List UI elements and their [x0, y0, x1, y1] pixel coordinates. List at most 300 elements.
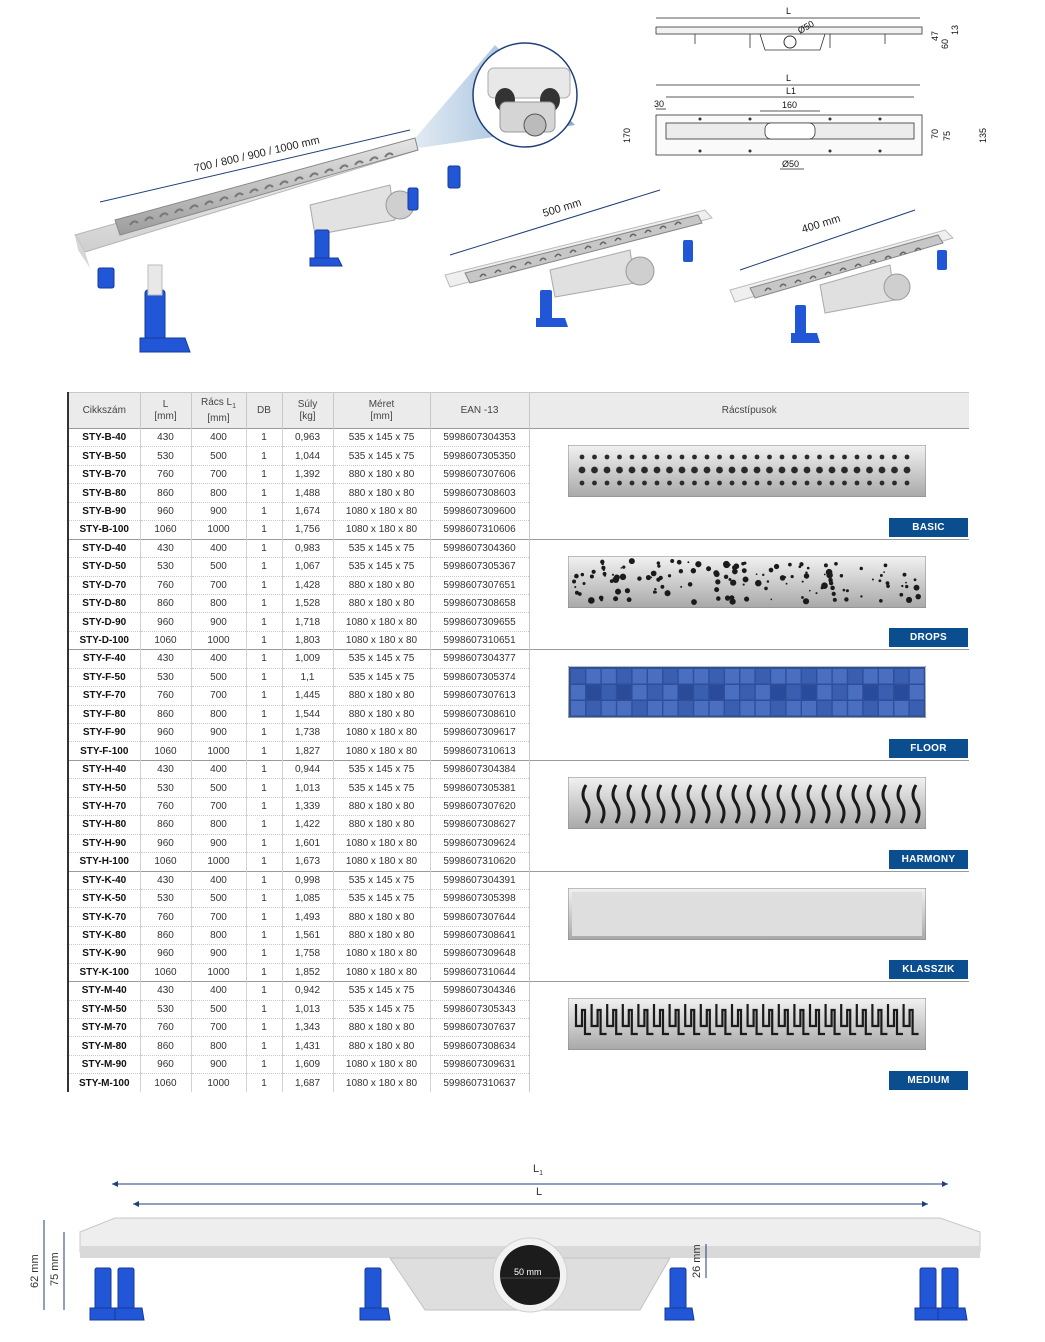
db-cell: 1: [246, 613, 282, 631]
meret-cell: 1080 x 180 x 80: [333, 963, 430, 981]
header-code: Cikkszám: [68, 393, 140, 429]
grate-medium-image: [568, 998, 926, 1050]
db-cell: 1: [246, 889, 282, 907]
code-cell: STY-F-90: [68, 724, 140, 742]
L-cell: 960: [140, 1055, 191, 1073]
meret-cell: 535 x 145 x 75: [333, 429, 430, 447]
meret-cell: 880 x 180 x 80: [333, 926, 430, 944]
db-cell: 1: [246, 779, 282, 797]
suly-cell: 1,758: [282, 945, 333, 963]
db-cell: 1: [246, 945, 282, 963]
ean-cell: 5998607307613: [430, 687, 529, 705]
racs-cell: 1000: [191, 853, 246, 871]
grate-badge: HARMONY: [889, 850, 968, 869]
h75-label-bottom: 75 mm: [49, 1252, 61, 1286]
L-cell: 430: [140, 760, 191, 778]
suly-cell: 1,1: [282, 668, 333, 686]
ean-cell: 5998607305398: [430, 889, 529, 907]
ean-cell: 5998607304353: [430, 429, 529, 447]
suly-cell: 1,488: [282, 484, 333, 502]
meret-cell: 880 x 180 x 80: [333, 816, 430, 834]
code-cell: STY-M-40: [68, 982, 140, 1000]
db-cell: 1: [246, 705, 282, 723]
table-row: [68, 982, 969, 1000]
bottom-diameter-label: Ø50: [782, 159, 800, 169]
meret-cell: 880 x 180 x 80: [333, 594, 430, 612]
L-cell: 860: [140, 484, 191, 502]
ean-cell: 5998607305374: [430, 668, 529, 686]
code-cell: STY-D-90: [68, 613, 140, 631]
db-cell: 1: [246, 502, 282, 520]
header-ean: EAN -13: [430, 393, 529, 429]
db-cell: 1: [246, 576, 282, 594]
suly-cell: 1,544: [282, 705, 333, 723]
db-cell: 1: [246, 429, 282, 447]
suly-cell: 1,609: [282, 1055, 333, 1073]
grate-harmony-image: [568, 777, 926, 829]
code-cell: STY-B-80: [68, 484, 140, 502]
L-cell: 860: [140, 1037, 191, 1055]
L-cell: 530: [140, 889, 191, 907]
db-cell: 1: [246, 594, 282, 612]
suly-cell: 1,852: [282, 963, 333, 981]
meret-cell: 535 x 145 x 75: [333, 889, 430, 907]
suly-cell: 1,493: [282, 908, 333, 926]
ean-cell: 5998607307644: [430, 908, 529, 926]
suly-cell: 1,431: [282, 1037, 333, 1055]
meret-cell: 1080 x 180 x 80: [333, 613, 430, 631]
code-cell: STY-M-90: [68, 1055, 140, 1073]
grate-badge: KLASSZIK: [889, 960, 968, 979]
ean-cell: 5998607310637: [430, 1074, 529, 1092]
grate-type-cell: [529, 760, 969, 871]
racs-cell: 500: [191, 668, 246, 686]
racs-cell: 700: [191, 908, 246, 926]
L-cell: 860: [140, 926, 191, 944]
racs-cell: 700: [191, 576, 246, 594]
meret-cell: 535 x 145 x 75: [333, 447, 430, 465]
grate-type-cell: [529, 650, 969, 761]
grate-type-cell: [529, 871, 969, 982]
meret-cell: 535 x 145 x 75: [333, 982, 430, 1000]
product-illustration-500: [440, 185, 730, 335]
h135-label: 135: [978, 127, 988, 143]
suly-cell: 0,942: [282, 982, 333, 1000]
meret-cell: 880 x 180 x 80: [333, 576, 430, 594]
db-cell: 1: [246, 1037, 282, 1055]
meret-cell: 880 x 180 x 80: [333, 484, 430, 502]
header-meret: Méret [mm]: [333, 393, 430, 429]
code-cell: STY-H-40: [68, 760, 140, 778]
code-cell: STY-H-90: [68, 834, 140, 852]
racs-cell: 700: [191, 465, 246, 483]
suly-cell: 1,422: [282, 816, 333, 834]
grate-badge: BASIC: [889, 518, 968, 537]
header-suly: Súly [kg]: [282, 393, 333, 429]
L-cell: 1060: [140, 1074, 191, 1092]
L-cell: 1060: [140, 742, 191, 760]
code-cell: STY-M-100: [68, 1074, 140, 1092]
meret-cell: 535 x 145 x 75: [333, 539, 430, 557]
code-cell: STY-M-70: [68, 1019, 140, 1037]
suly-cell: 1,013: [282, 779, 333, 797]
meret-cell: 880 x 180 x 80: [333, 797, 430, 815]
ean-cell: 5998607308627: [430, 816, 529, 834]
db-cell: 1: [246, 668, 282, 686]
suly-cell: 1,718: [282, 613, 333, 631]
ean-cell: 5998607310620: [430, 853, 529, 871]
meret-cell: 880 x 180 x 80: [333, 1037, 430, 1055]
code-cell: STY-D-70: [68, 576, 140, 594]
suly-cell: 0,944: [282, 760, 333, 778]
meret-cell: 880 x 180 x 80: [333, 687, 430, 705]
racs-cell: 800: [191, 594, 246, 612]
code-cell: STY-M-50: [68, 1000, 140, 1018]
meret-cell: 880 x 180 x 80: [333, 465, 430, 483]
racs-cell: 400: [191, 982, 246, 1000]
db-cell: 1: [246, 1074, 282, 1092]
table-row: [68, 650, 969, 668]
grate-basic-image: [568, 445, 926, 497]
suly-cell: 1,013: [282, 1000, 333, 1018]
h62-label: 62 mm: [29, 1254, 41, 1288]
code-cell: STY-D-100: [68, 631, 140, 649]
racs-cell: 800: [191, 1037, 246, 1055]
ean-cell: 5998607309624: [430, 834, 529, 852]
suly-cell: 1,009: [282, 650, 333, 668]
code-cell: STY-F-70: [68, 687, 140, 705]
meret-cell: 880 x 180 x 80: [333, 705, 430, 723]
grate-type-cell: [529, 539, 969, 650]
w160-label: 160: [782, 100, 798, 110]
ean-cell: 5998607308641: [430, 926, 529, 944]
L-label: L: [536, 1186, 543, 1198]
racs-cell: 800: [191, 705, 246, 723]
code-cell: STY-M-80: [68, 1037, 140, 1055]
racs-cell: 700: [191, 687, 246, 705]
code-cell: STY-H-50: [68, 779, 140, 797]
pipe-label: 50 mm: [514, 1267, 542, 1277]
racs-cell: 500: [191, 558, 246, 576]
side-diameter-label: Ø50: [796, 18, 816, 36]
ean-cell: 5998607304360: [430, 539, 529, 557]
code-cell: STY-B-50: [68, 447, 140, 465]
db-cell: 1: [246, 760, 282, 778]
db-cell: 1: [246, 982, 282, 1000]
L-cell: 760: [140, 797, 191, 815]
db-cell: 1: [246, 834, 282, 852]
suly-cell: 1,339: [282, 797, 333, 815]
suly-cell: 1,528: [282, 594, 333, 612]
ean-cell: 5998607309617: [430, 724, 529, 742]
L-cell: 960: [140, 724, 191, 742]
L-cell: 530: [140, 447, 191, 465]
L-cell: 530: [140, 558, 191, 576]
ean-cell: 5998607309600: [430, 502, 529, 520]
code-cell: STY-F-80: [68, 705, 140, 723]
L-cell: 430: [140, 429, 191, 447]
table-header-row: [68, 393, 969, 429]
db-cell: 1: [246, 558, 282, 576]
db-cell: 1: [246, 816, 282, 834]
racs-cell: 500: [191, 447, 246, 465]
suly-cell: 1,687: [282, 1074, 333, 1092]
code-cell: STY-H-100: [68, 853, 140, 871]
racs-cell: 1000: [191, 521, 246, 539]
code-cell: STY-K-70: [68, 908, 140, 926]
ean-cell: 5998607305381: [430, 779, 529, 797]
meret-cell: 535 x 145 x 75: [333, 779, 430, 797]
meret-cell: 535 x 145 x 75: [333, 668, 430, 686]
ean-cell: 5998607309631: [430, 1055, 529, 1073]
suly-cell: 1,085: [282, 889, 333, 907]
db-cell: 1: [246, 963, 282, 981]
suly-cell: 1,343: [282, 1019, 333, 1037]
racs-cell: 900: [191, 613, 246, 631]
code-cell: STY-F-40: [68, 650, 140, 668]
meret-cell: 1080 x 180 x 80: [333, 631, 430, 649]
ean-cell: 5998607308658: [430, 594, 529, 612]
db-cell: 1: [246, 521, 282, 539]
ean-cell: 5998607307606: [430, 465, 529, 483]
table-row: [68, 539, 969, 557]
db-cell: 1: [246, 871, 282, 889]
grate-badge: MEDIUM: [889, 1071, 968, 1090]
L-cell: 760: [140, 687, 191, 705]
length-label-500: 500 mm: [541, 196, 583, 220]
code-cell: STY-K-80: [68, 926, 140, 944]
meret-cell: 1080 x 180 x 80: [333, 724, 430, 742]
length-label-large: 700 / 800 / 900 / 1000 mm: [192, 134, 321, 175]
suly-cell: 1,561: [282, 926, 333, 944]
db-cell: 1: [246, 1055, 282, 1073]
L-cell: 860: [140, 816, 191, 834]
code-cell: STY-D-50: [68, 558, 140, 576]
ean-cell: 5998607308603: [430, 484, 529, 502]
side-view-drawing: [20, 1150, 1020, 1342]
h75-label: 75: [942, 130, 952, 141]
table-row: [68, 429, 969, 447]
L1-label: $L_1$: [533, 1163, 544, 1177]
ean-cell: 5998607307651: [430, 576, 529, 594]
code-cell: STY-F-100: [68, 742, 140, 760]
ean-cell: 5998607308610: [430, 705, 529, 723]
L-cell: 760: [140, 576, 191, 594]
h60-label: 60: [940, 38, 950, 49]
suly-cell: 0,963: [282, 429, 333, 447]
racs-cell: 900: [191, 502, 246, 520]
side-L-label: L: [786, 6, 792, 16]
L-cell: 530: [140, 1000, 191, 1018]
L-cell: 960: [140, 502, 191, 520]
L-cell: 760: [140, 465, 191, 483]
table-row: [68, 871, 969, 889]
L-cell: 1060: [140, 853, 191, 871]
L-cell: 960: [140, 834, 191, 852]
suly-cell: 1,756: [282, 521, 333, 539]
code-cell: STY-K-50: [68, 889, 140, 907]
grate-badge: DROPS: [889, 628, 968, 647]
ean-cell: 5998607305367: [430, 558, 529, 576]
code-cell: STY-K-40: [68, 871, 140, 889]
racs-cell: 500: [191, 889, 246, 907]
racs-cell: 500: [191, 779, 246, 797]
racs-cell: 1000: [191, 1074, 246, 1092]
ean-cell: 5998607304384: [430, 760, 529, 778]
racs-cell: 800: [191, 926, 246, 944]
length-label-400: 400 mm: [800, 212, 842, 236]
suly-cell: 1,428: [282, 576, 333, 594]
db-cell: 1: [246, 853, 282, 871]
suly-cell: 1,445: [282, 687, 333, 705]
db-cell: 1: [246, 724, 282, 742]
meret-cell: 535 x 145 x 75: [333, 650, 430, 668]
h26-label: 26 mm: [691, 1244, 703, 1278]
db-cell: 1: [246, 631, 282, 649]
suly-cell: 0,998: [282, 871, 333, 889]
L-cell: 430: [140, 650, 191, 668]
code-cell: STY-H-80: [68, 816, 140, 834]
racs-cell: 1000: [191, 742, 246, 760]
meret-cell: 535 x 145 x 75: [333, 871, 430, 889]
grate-klasszik-image: [568, 888, 926, 940]
code-cell: STY-B-100: [68, 521, 140, 539]
racs-cell: 400: [191, 760, 246, 778]
db-cell: 1: [246, 908, 282, 926]
top-L1-label: L1: [786, 86, 797, 96]
L-cell: 760: [140, 1019, 191, 1037]
suly-cell: 0,983: [282, 539, 333, 557]
meret-cell: 1080 x 180 x 80: [333, 521, 430, 539]
L-cell: 530: [140, 779, 191, 797]
w30-label: 30: [654, 99, 665, 109]
meret-cell: 1080 x 180 x 80: [333, 742, 430, 760]
suly-cell: 1,674: [282, 502, 333, 520]
racs-cell: 400: [191, 650, 246, 668]
L-cell: 430: [140, 982, 191, 1000]
db-cell: 1: [246, 797, 282, 815]
ean-cell: 5998607305350: [430, 447, 529, 465]
meret-cell: 1080 x 180 x 80: [333, 853, 430, 871]
suly-cell: 1,044: [282, 447, 333, 465]
meret-cell: 1080 x 180 x 80: [333, 945, 430, 963]
header-racs: Rács $L_1$ [mm]: [191, 393, 246, 429]
db-cell: 1: [246, 484, 282, 502]
code-cell: STY-K-90: [68, 945, 140, 963]
code-cell: STY-H-70: [68, 797, 140, 815]
ean-cell: 5998607304377: [430, 650, 529, 668]
code-cell: STY-B-90: [68, 502, 140, 520]
L-cell: 760: [140, 908, 191, 926]
L-cell: 960: [140, 945, 191, 963]
product-illustration-400: [725, 205, 965, 355]
racs-cell: 400: [191, 871, 246, 889]
db-cell: 1: [246, 1019, 282, 1037]
L-cell: 1060: [140, 521, 191, 539]
racs-cell: 500: [191, 1000, 246, 1018]
racs-cell: 700: [191, 797, 246, 815]
db-cell: 1: [246, 465, 282, 483]
ean-cell: 5998607305343: [430, 1000, 529, 1018]
racs-cell: 400: [191, 539, 246, 557]
ean-cell: 5998607304346: [430, 982, 529, 1000]
L-cell: 530: [140, 668, 191, 686]
ean-cell: 5998607308634: [430, 1037, 529, 1055]
code-cell: STY-B-40: [68, 429, 140, 447]
racs-cell: 700: [191, 1019, 246, 1037]
grate-type-cell: [529, 429, 969, 540]
grate-floor-image: [568, 666, 926, 718]
grate-badge: FLOOR: [889, 739, 968, 758]
suly-cell: 1,803: [282, 631, 333, 649]
db-cell: 1: [246, 687, 282, 705]
suly-cell: 1,601: [282, 834, 333, 852]
racs-cell: 800: [191, 484, 246, 502]
meret-cell: 1080 x 180 x 80: [333, 1055, 430, 1073]
ean-cell: 5998607310644: [430, 963, 529, 981]
code-cell: STY-B-70: [68, 465, 140, 483]
racs-cell: 1000: [191, 631, 246, 649]
top-L-label: L: [786, 73, 792, 83]
code-cell: STY-F-50: [68, 668, 140, 686]
table-row: [68, 760, 969, 778]
grate-drops-image: [568, 556, 926, 608]
L-cell: 960: [140, 613, 191, 631]
racs-cell: 800: [191, 816, 246, 834]
racs-cell: 900: [191, 945, 246, 963]
h47-label: 47: [930, 30, 940, 41]
h70-label: 70: [930, 128, 940, 139]
db-cell: 1: [246, 1000, 282, 1018]
h13-label: 13: [950, 24, 960, 35]
meret-cell: 1080 x 180 x 80: [333, 834, 430, 852]
meret-cell: 535 x 145 x 75: [333, 558, 430, 576]
suly-cell: 1,738: [282, 724, 333, 742]
header-db: DB: [246, 393, 282, 429]
meret-cell: 1080 x 180 x 80: [333, 502, 430, 520]
suly-cell: 1,067: [282, 558, 333, 576]
code-cell: STY-K-100: [68, 963, 140, 981]
ean-cell: 5998607310613: [430, 742, 529, 760]
meret-cell: 1080 x 180 x 80: [333, 1074, 430, 1092]
h170-label: 170: [622, 127, 632, 143]
meret-cell: 880 x 180 x 80: [333, 908, 430, 926]
meret-cell: 880 x 180 x 80: [333, 1019, 430, 1037]
L-cell: 860: [140, 594, 191, 612]
suly-cell: 1,392: [282, 465, 333, 483]
ean-cell: 5998607304391: [430, 871, 529, 889]
db-cell: 1: [246, 742, 282, 760]
db-cell: 1: [246, 926, 282, 944]
suly-cell: 1,673: [282, 853, 333, 871]
L-cell: 1060: [140, 963, 191, 981]
L-cell: 860: [140, 705, 191, 723]
db-cell: 1: [246, 539, 282, 557]
ean-cell: 5998607309655: [430, 613, 529, 631]
ean-cell: 5998607310651: [430, 631, 529, 649]
grate-type-cell: [529, 982, 969, 1092]
header-types: Rácstípusok: [529, 393, 969, 429]
ean-cell: 5998607310606: [430, 521, 529, 539]
ean-cell: 5998607307637: [430, 1019, 529, 1037]
racs-cell: 400: [191, 429, 246, 447]
suly-cell: 1,827: [282, 742, 333, 760]
code-cell: STY-D-40: [68, 539, 140, 557]
ean-cell: 5998607307620: [430, 797, 529, 815]
product-table: [67, 392, 969, 1092]
meret-cell: 535 x 145 x 75: [333, 760, 430, 778]
header-L: L [mm]: [140, 393, 191, 429]
